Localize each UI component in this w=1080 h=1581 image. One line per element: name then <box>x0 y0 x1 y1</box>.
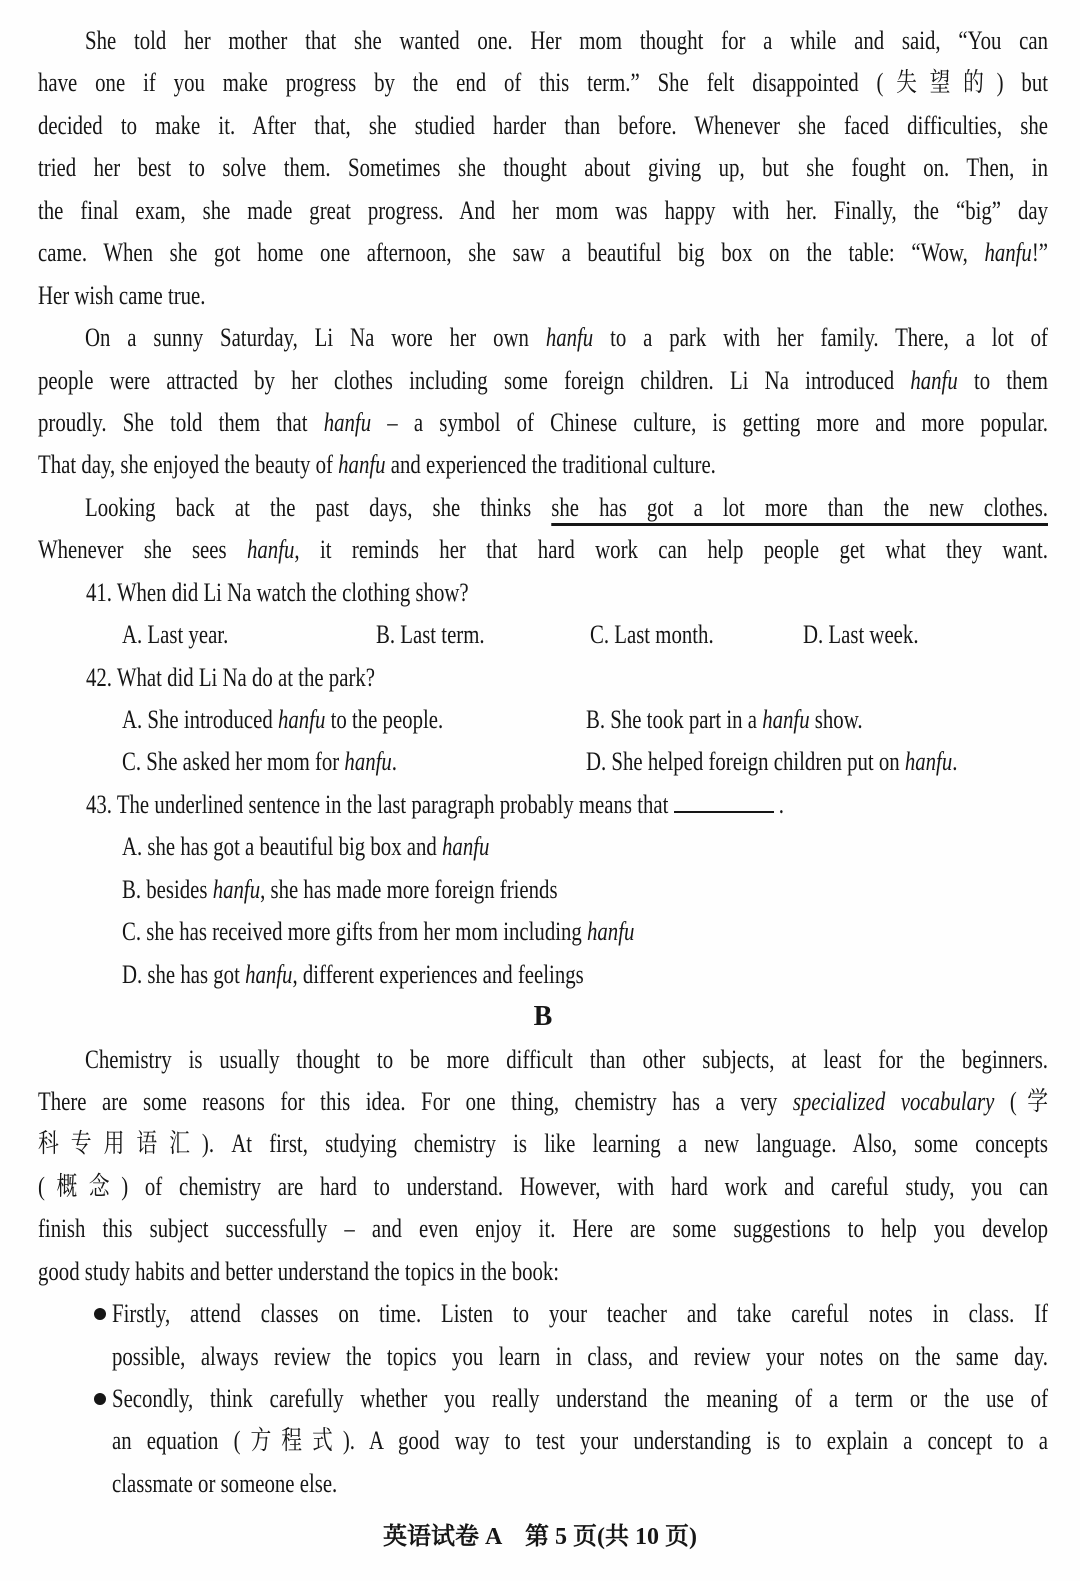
question-42-options-ab <box>38 699 1048 741</box>
line-content <box>38 232 1048 274</box>
text-segment: B <box>533 1001 553 1033</box>
line-content <box>122 911 1048 953</box>
passage-a-para1-line6 <box>38 232 1048 274</box>
text-segment: She told her mother that she wanted one. Her mom thought for a while and said, “You can <box>85 26 1048 55</box>
option-item <box>122 614 228 656</box>
passage-a-para1-line4 <box>38 147 1048 189</box>
passage-a-para3-line2 <box>38 529 1048 571</box>
text-segment: B. besides <box>122 874 213 904</box>
option-item <box>586 699 863 741</box>
passage-b-para1-line4 <box>38 1166 1048 1208</box>
text-segment: to them <box>957 365 1048 395</box>
text-segment: (概念) of chemistry are hard to understand. However, with hard work and careful study, you can <box>38 1171 1048 1201</box>
bullet-icon <box>94 1308 106 1320</box>
text-segment: B. Last term. <box>376 620 485 650</box>
option-item <box>122 741 397 783</box>
passage-a-para2-line3 <box>38 402 1048 444</box>
text-segment: (学 <box>994 1086 1048 1116</box>
text-segment: , it reminds her that hard work can help people get what they want. <box>294 535 1048 565</box>
text-segment: D. She helped foreign children put on <box>586 747 905 777</box>
text-segment: A. She introduced <box>122 705 278 734</box>
line-content <box>86 572 1048 614</box>
text-segment: C. Last month. <box>590 620 714 650</box>
line-content <box>38 1166 1048 1208</box>
option-item <box>376 614 485 656</box>
text-segment: hanfu <box>910 365 958 395</box>
text-segment: B. She took part in a <box>586 705 763 734</box>
question-41 <box>38 572 1048 614</box>
line-content <box>38 1123 1048 1165</box>
question-41-options <box>38 614 1048 656</box>
text-segment: 43. The underlined sentence in the last paragraph probably means that <box>86 789 674 819</box>
passage-a-para2-line1 <box>38 317 1048 359</box>
text-segment: to the people. <box>325 705 444 734</box>
page-footer <box>0 1516 1080 1558</box>
line-content <box>38 1208 1048 1250</box>
text-segment: hanfu <box>442 832 490 862</box>
text-segment: – a symbol of Chinese culture, is getting more and more popular. <box>371 407 1048 437</box>
text-segment: decided to make it. After that, she studied harder than before. Whenever she faced difficulties, she <box>38 110 1048 140</box>
text-segment: Whenever she sees <box>38 535 247 565</box>
bullet-secondly-line1 <box>38 1378 1048 1420</box>
text-segment: hanfu <box>545 323 594 353</box>
line-content <box>112 1420 1048 1462</box>
text-segment: !” <box>1031 238 1048 268</box>
text-segment: specialized vocabulary <box>792 1086 995 1116</box>
passage-a-para1-line3 <box>38 105 1048 147</box>
text-segment: There are some reasons for this idea. For one thing, chemistry has a very <box>38 1086 793 1116</box>
text-segment: hanfu <box>277 705 326 734</box>
passage-a-para2-line4 <box>38 444 1048 486</box>
text-segment: hanfu <box>587 917 635 947</box>
option-item <box>803 614 919 656</box>
text-segment: Looking back at the past days, she thinks <box>85 492 552 522</box>
line-content <box>38 147 1048 189</box>
document-body <box>38 20 1048 1505</box>
text-segment: hanfu <box>762 705 810 734</box>
text-segment: hanfu <box>212 874 261 904</box>
question-42-options-cd <box>38 741 1048 783</box>
line-content <box>38 741 1048 783</box>
line-content <box>86 657 1048 699</box>
text-segment: possible, always review the topics you learn in class, and review your notes on the same day. <box>112 1341 1048 1371</box>
text-segment: , she has made more foreign friends <box>260 874 558 904</box>
line-content <box>38 190 1048 232</box>
line-content <box>38 275 1048 317</box>
text-segment: . <box>773 789 784 819</box>
text-segment: to a park with her family. There, a lot of <box>593 323 1048 353</box>
question-43-option-b <box>38 869 1048 911</box>
text-segment: On a sunny Saturday, Li Na wore her own <box>85 323 546 353</box>
text-segment: hanfu <box>338 450 386 480</box>
text-segment: Secondly, think carefully whether you really understand the meaning of a term or the use of <box>112 1384 1048 1413</box>
passage-b-para1-line1 <box>38 1039 1048 1081</box>
text-segment: A. she has got a beautiful big box and <box>122 832 443 862</box>
bullet-secondly-line2 <box>38 1420 1048 1462</box>
answer-blank <box>674 810 774 813</box>
passage-b-para1-line5 <box>38 1208 1048 1250</box>
text-segment: show. <box>809 705 863 734</box>
line-content <box>86 784 1048 826</box>
section-b-header <box>38 996 1048 1038</box>
text-segment: hanfu <box>246 535 295 565</box>
text-segment: Chemistry is usually thought to be more difficult than other subjects, at least for the beginners. <box>85 1044 1048 1074</box>
option-item <box>590 614 714 656</box>
text-segment: and experienced the traditional culture. <box>385 450 716 480</box>
text-segment: . <box>391 747 397 777</box>
footer-text: 英语试卷 A 第 5 页(共 10 页) <box>383 1524 697 1550</box>
text-segment: Her wish came true. <box>38 280 206 310</box>
line-content <box>38 105 1048 147</box>
text-segment: people were attracted by her clothes including some foreign children. Li Na introduced <box>38 365 911 395</box>
passage-b-para1-line2 <box>38 1081 1048 1123</box>
question-43 <box>38 784 1048 826</box>
text-segment: A. Last year. <box>122 620 229 650</box>
text-segment: C. She asked her mom for <box>122 747 345 777</box>
text-segment: Firstly, attend classes on time. Listen to your teacher and take careful notes in class. If <box>112 1299 1048 1329</box>
line-content <box>38 62 1048 104</box>
passage-a-para1-line5 <box>38 190 1048 232</box>
line-content <box>122 954 1048 996</box>
text-segment: an equation (方程式). A good way to test your understanding is to explain a concept to a <box>112 1426 1048 1456</box>
text-segment: hanfu <box>904 747 953 777</box>
question-43-option-a <box>38 826 1048 868</box>
line-content <box>38 402 1048 444</box>
line-content <box>38 1251 1048 1293</box>
bullet-firstly-line1 <box>38 1293 1048 1335</box>
line-content <box>85 1039 1048 1081</box>
text-segment: D. Last week. <box>803 620 919 650</box>
text-segment: good study habits and better understand the topics in the book: <box>38 1256 560 1286</box>
text-segment: D. she has got <box>122 959 246 989</box>
text-segment: finish this subject successfully – and even enjoy it. Here are some suggestions to help you develop <box>38 1214 1048 1244</box>
line-content <box>38 360 1048 402</box>
line-content <box>112 1293 1048 1335</box>
text-segment: hanfu <box>984 238 1032 268</box>
text-segment: classmate or someone else. <box>112 1468 338 1498</box>
option-item <box>586 741 957 783</box>
line-content <box>38 444 1048 486</box>
line-content <box>38 1081 1048 1123</box>
passage-b-para1-line6 <box>38 1251 1048 1293</box>
line-content <box>112 1336 1048 1378</box>
text-segment: , different experiences and feelings <box>292 959 584 989</box>
bullet-icon <box>94 1393 106 1405</box>
passage-a-para1-line1 <box>38 20 1048 62</box>
underlined-text: she has got a lot more than the new clothes. <box>551 492 1048 522</box>
line-content <box>122 826 1048 868</box>
line-content <box>38 529 1048 571</box>
line-content <box>112 1378 1048 1420</box>
question-43-option-d <box>38 954 1048 996</box>
bullet-firstly-line2 <box>38 1336 1048 1378</box>
line-content <box>38 699 1048 741</box>
line-content <box>85 317 1048 359</box>
line-content <box>38 996 1048 1038</box>
text-segment: . <box>952 747 958 777</box>
passage-a-para3-line1 <box>38 487 1048 529</box>
option-item <box>122 699 443 741</box>
line-content <box>85 20 1048 62</box>
question-42 <box>38 657 1048 699</box>
text-segment: have one if you make progress by the end of this term.” She felt disappointed (失望的) but <box>38 68 1048 98</box>
passage-a-para2-line2 <box>38 360 1048 402</box>
question-43-option-c <box>38 911 1048 953</box>
text-segment: That day, she enjoyed the beauty of <box>38 450 339 480</box>
text-segment: 42. What did Li Na do at the park? <box>86 662 375 692</box>
text-segment: hanfu <box>323 407 372 437</box>
text-segment: C. she has received more gifts from her mom including <box>122 917 587 947</box>
text-segment: 科专用语汇). At first, studying chemistry is like learning a new language. Also, some concepts <box>38 1129 1048 1159</box>
text-segment: proudly. She told them that <box>38 407 324 437</box>
line-content <box>85 487 1048 529</box>
bullet-secondly-line3 <box>38 1463 1048 1505</box>
passage-a-para1-line7 <box>38 275 1048 317</box>
line-content <box>112 1463 1048 1505</box>
text-segment: came. When she got home one afternoon, she saw a beautiful big box on the table: “Wow, <box>38 238 985 268</box>
line-content <box>122 869 1048 911</box>
text-segment: hanfu <box>344 747 392 777</box>
passage-b-para1-line3 <box>38 1123 1048 1165</box>
line-content <box>38 614 1048 656</box>
text-segment: 41. When did Li Na watch the clothing show? <box>86 577 469 607</box>
passage-a-para1-line2 <box>38 62 1048 104</box>
text-segment: hanfu <box>245 959 293 989</box>
text-segment: tried her best to solve them. Sometimes she thought about giving up, but she fought on. Then, in <box>38 153 1048 183</box>
text-segment: the final exam, she made great progress. And her mom was happy with her. Finally, the “big” day <box>38 195 1048 225</box>
